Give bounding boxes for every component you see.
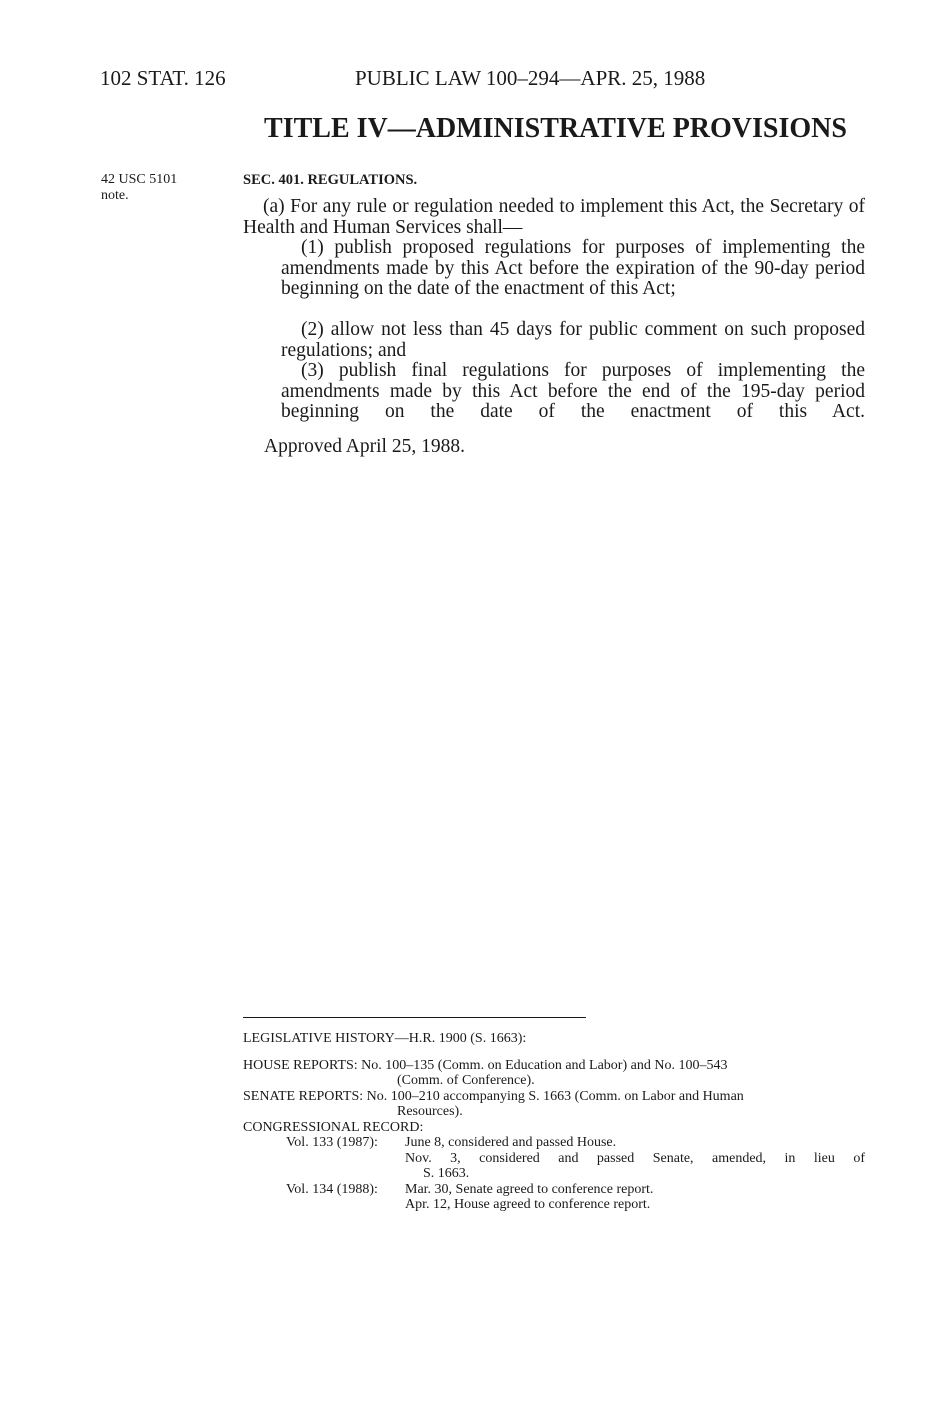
senate-reports-continuation: Resources). [397, 1104, 463, 1119]
margin-note-suffix: note. [101, 188, 129, 203]
vol-133-label: Vol. 133 (1987): [286, 1135, 378, 1150]
section-heading: SEC. 401. REGULATIONS. [243, 172, 418, 188]
paragraph-a: (a) For any rule or regulation needed to implement this Act, the Secretary of Health and Human Services shall— [243, 196, 865, 238]
house-reports-continuation: (Comm. of Conference). [397, 1073, 535, 1088]
paragraph-item-2: (2) allow not less than 45 days for public comment on such proposed regulations; and [281, 319, 865, 361]
vol-133-entry-nov-continuation: S. 1663. [423, 1166, 470, 1181]
margin-note [101, 172, 177, 204]
paragraph-item-3: (3) publish final regulations for purposes of implementing the amendments made by this Act before the end of the 195-day period beginning on the date of the enactment of this Act. [281, 360, 865, 422]
legislative-history-heading: LEGISLATIVE HISTORY—H.R. 1900 (S. 1663): [243, 1031, 527, 1046]
footnote-divider [243, 1017, 586, 1018]
senate-reports-line: SENATE REPORTS: No. 100–210 accompanying S. 1663 (Comm. on Labor and Human [243, 1089, 744, 1104]
paragraph-item-1: (1) publish proposed regulations for purposes of implementing the amendments made by this Act before the expiration of the 90-day period beginning on the date of the enactment of this Act; [281, 237, 865, 299]
vol-134-entry-apr: Apr. 12, House agreed to conference report. [405, 1197, 651, 1212]
house-reports-line: HOUSE REPORTS: No. 100–135 (Comm. on Education and Labor) and No. 100–543 [243, 1058, 728, 1073]
vol-134-label: Vol. 134 (1988): [286, 1182, 378, 1197]
public-law-reference: PUBLIC LAW 100–294—APR. 25, 1988 [355, 66, 706, 90]
vol-133-entry-june: June 8, considered and passed House. [405, 1135, 617, 1150]
title-heading: TITLE IV—ADMINISTRATIVE PROVISIONS [264, 113, 847, 144]
congressional-record-heading: CONGRESSIONAL RECORD: [243, 1120, 424, 1135]
approval-date: Approved April 25, 1988. [264, 436, 465, 457]
margin-note-citation: 42 USC 5101 [101, 172, 178, 187]
vol-134-entry-mar: Mar. 30, Senate agreed to conference report. [405, 1182, 654, 1197]
vol-133-entry-nov: Nov. 3, considered and passed Senate, amended, in lieu of [405, 1151, 865, 1166]
stat-page-reference: 102 STAT. 126 [100, 66, 226, 90]
